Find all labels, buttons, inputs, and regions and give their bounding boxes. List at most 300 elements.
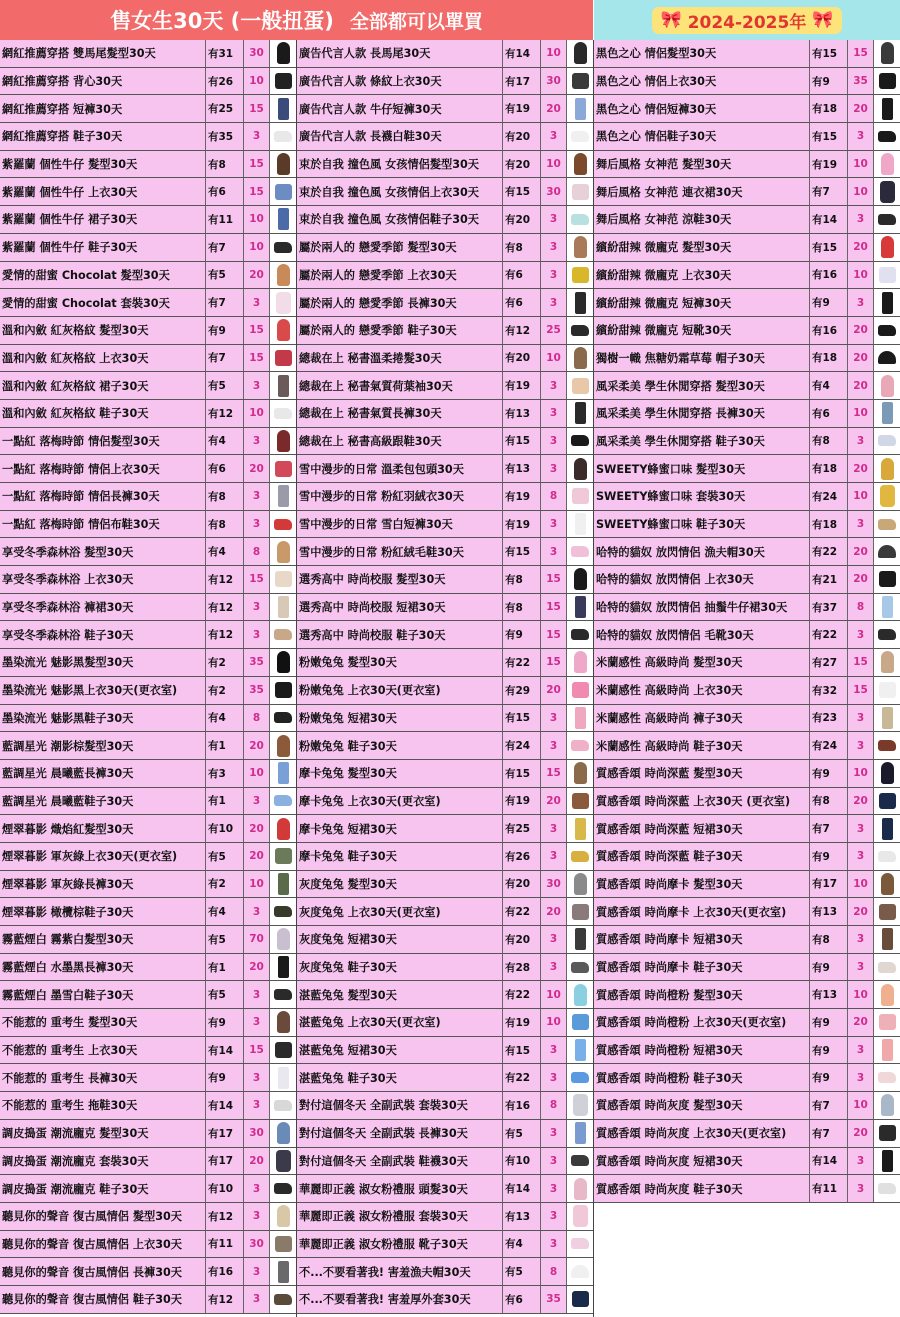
item-name: 選秀高中 時尚校服 鞋子30天 — [299, 628, 446, 642]
bottom-icon — [882, 292, 893, 314]
item-name: 紫羅蘭 個性牛仔 髮型30天 — [2, 158, 138, 172]
item-stock: 有17 — [809, 871, 847, 898]
table-row — [0, 788, 296, 816]
item-thumbnail — [873, 455, 900, 482]
item-thumbnail — [269, 1258, 296, 1285]
item-name: 藍調星光 潮影棕髮型30天 — [2, 739, 134, 753]
table-row — [297, 206, 593, 234]
item-price: 3 — [540, 1175, 566, 1202]
item-price: 3 — [243, 1286, 269, 1313]
item-stock: 有24 — [809, 483, 847, 510]
item-stock: 有26 — [205, 68, 243, 95]
item-name: 風采柔美 學生休閒穿搭 鞋子30天 — [596, 434, 765, 448]
page-title: 售女生30天 (一般扭蛋) — [110, 9, 334, 33]
item-stock: 有19 — [502, 372, 540, 399]
item-name: 聽見你的聲音 復古風情侶 髮型30天 — [2, 1210, 182, 1224]
top-icon — [572, 378, 589, 394]
item-price: 3 — [243, 428, 269, 455]
item-thumbnail — [269, 317, 296, 344]
item-stock: 有22 — [502, 649, 540, 676]
hair-icon — [881, 458, 894, 480]
hair-icon — [574, 1178, 587, 1200]
table-row — [297, 1064, 593, 1092]
table-row — [594, 317, 900, 345]
table-row — [0, 289, 296, 317]
item-thumbnail — [269, 981, 296, 1008]
table-row — [0, 151, 296, 179]
hair-icon — [574, 762, 587, 784]
item-price: 8 — [540, 1092, 566, 1119]
item-thumbnail — [566, 1231, 593, 1258]
item-price: 8 — [847, 594, 873, 621]
item-thumbnail — [269, 428, 296, 455]
item-price: 3 — [243, 1009, 269, 1036]
item-name: 摩卡兔兔 短裙30天 — [299, 822, 397, 836]
table-row — [0, 95, 296, 123]
shoes-icon — [878, 1183, 896, 1194]
item-price: 10 — [243, 234, 269, 261]
item-price: 35 — [540, 1286, 566, 1313]
table-row — [594, 234, 900, 262]
top-icon — [572, 267, 589, 283]
item-stock: 有16 — [502, 1092, 540, 1119]
item-stock: 有4 — [205, 898, 243, 925]
item-thumbnail — [269, 151, 296, 178]
item-price: 3 — [540, 732, 566, 759]
table-row — [297, 483, 593, 511]
item-thumbnail — [566, 760, 593, 787]
item-name: 舞后風格 女神范 髮型30天 — [596, 158, 732, 172]
table-row — [594, 705, 900, 733]
item-price: 15 — [243, 317, 269, 344]
item-thumbnail — [269, 843, 296, 870]
item-stock: 有9 — [809, 68, 847, 95]
table-row — [594, 926, 900, 954]
item-stock: 有1 — [205, 732, 243, 759]
item-stock: 有5 — [502, 1258, 540, 1285]
item-price: 3 — [243, 1064, 269, 1091]
item-price: 3 — [243, 1258, 269, 1285]
item-price: 8 — [540, 483, 566, 510]
top-icon — [879, 793, 896, 809]
item-name: 粉嫩兔兔 鞋子30天 — [299, 739, 397, 753]
top-icon — [275, 73, 292, 89]
item-price: 3 — [847, 815, 873, 842]
item-price: 10 — [847, 483, 873, 510]
item-stock: 有16 — [809, 262, 847, 289]
table-row — [0, 1286, 296, 1314]
item-name: 灰度兔兔 鞋子30天 — [299, 961, 397, 975]
item-name: 獨樹一幟 焦糖奶霜草莓 帽子30天 — [596, 351, 765, 365]
item-price: 3 — [847, 1064, 873, 1091]
shoes-icon — [571, 1238, 589, 1249]
shoes-icon — [274, 519, 292, 530]
item-column-2 — [297, 40, 593, 1314]
item-price: 15 — [243, 151, 269, 178]
item-name: 屬於兩人的 戀愛季節 長褲30天 — [299, 296, 457, 310]
table-row — [0, 1231, 296, 1259]
table-row — [594, 400, 900, 428]
item-price: 3 — [243, 898, 269, 925]
item-thumbnail — [566, 898, 593, 925]
item-thumbnail — [269, 594, 296, 621]
item-stock: 有12 — [205, 594, 243, 621]
bottom-icon — [575, 292, 586, 314]
table-row — [297, 760, 593, 788]
item-stock: 有6 — [205, 455, 243, 482]
item-thumbnail — [873, 566, 900, 593]
shoes-icon — [878, 131, 896, 142]
item-thumbnail — [269, 95, 296, 122]
item-name: 質感香頌 時尚灰度 鞋子30天 — [596, 1182, 743, 1196]
item-stock: 有5 — [205, 926, 243, 953]
top-icon — [275, 461, 292, 477]
hair-icon — [277, 818, 290, 840]
shoes-icon — [878, 1072, 896, 1083]
item-stock: 有4 — [205, 705, 243, 732]
hair-icon — [277, 153, 290, 175]
table-row — [0, 372, 296, 400]
item-thumbnail — [566, 289, 593, 316]
item-stock: 有4 — [502, 1231, 540, 1258]
item-name: 粉嫩兔兔 髮型30天 — [299, 656, 397, 670]
item-stock: 有5 — [205, 372, 243, 399]
item-name: 選秀高中 時尚校服 髮型30天 — [299, 573, 446, 587]
top-icon — [572, 73, 589, 89]
item-name: 藍調星光 晨曦藍鞋子30天 — [2, 794, 134, 808]
item-stock: 有20 — [502, 345, 540, 372]
table-row — [297, 566, 593, 594]
item-name: 質感香頌 時尚灰度 上衣30天(更衣室) — [596, 1127, 787, 1141]
hair-icon — [881, 153, 894, 175]
top-icon — [275, 682, 292, 698]
item-thumbnail — [566, 178, 593, 205]
item-name: 哈特的貓奴 放閃情侶 漁夫帽30天 — [596, 545, 765, 559]
item-name: 霧藍煙白 水墨黑長褲30天 — [2, 961, 134, 975]
item-price: 3 — [243, 372, 269, 399]
item-price: 3 — [540, 1064, 566, 1091]
item-stock: 有8 — [205, 151, 243, 178]
item-thumbnail — [566, 954, 593, 981]
item-price: 15 — [243, 566, 269, 593]
top-icon — [572, 184, 589, 200]
hair-icon — [881, 984, 894, 1006]
item-stock: 有20 — [502, 123, 540, 150]
hair-icon — [574, 873, 587, 895]
item-name: 湛藍兔兔 髮型30天 — [299, 988, 397, 1002]
item-price: 30 — [540, 68, 566, 95]
item-name: 束於自我 撞色風 女孩情侶髮型30天 — [299, 158, 479, 172]
item-stock: 有15 — [502, 538, 540, 565]
top-icon — [275, 571, 292, 587]
top-icon — [572, 1014, 589, 1030]
item-stock: 有12 — [205, 1203, 243, 1230]
item-thumbnail — [873, 677, 900, 704]
item-name: 米蘭感性 高級時尚 上衣30天 — [596, 684, 743, 698]
table-row — [297, 1286, 593, 1314]
item-thumbnail — [269, 954, 296, 981]
bottom-icon — [882, 928, 893, 950]
item-thumbnail — [566, 871, 593, 898]
item-price: 20 — [243, 262, 269, 289]
item-thumbnail — [269, 871, 296, 898]
item-name: 紫羅蘭 個性牛仔 鞋子30天 — [2, 241, 138, 255]
item-name: 質感香頌 時尚深藍 髮型30天 — [596, 767, 743, 781]
table-row — [594, 68, 900, 96]
item-price: 3 — [243, 123, 269, 150]
item-price: 25 — [540, 317, 566, 344]
item-stock: 有21 — [809, 566, 847, 593]
item-thumbnail — [873, 262, 900, 289]
item-price: 10 — [243, 68, 269, 95]
table-row — [0, 428, 296, 456]
item-thumbnail — [873, 649, 900, 676]
bottom-icon — [575, 596, 586, 618]
item-name: 質感香頌 時尚灰度 髮型30天 — [596, 1099, 743, 1113]
shoes-icon — [571, 740, 589, 751]
item-price: 8 — [243, 705, 269, 732]
item-price: 3 — [540, 428, 566, 455]
table-row — [594, 566, 900, 594]
table-row — [594, 289, 900, 317]
item-name: 溫和內斂 紅灰格紋 裙子30天 — [2, 379, 149, 393]
item-stock: 有6 — [809, 400, 847, 427]
item-thumbnail — [873, 400, 900, 427]
item-price: 3 — [540, 289, 566, 316]
table-row — [297, 262, 593, 290]
item-stock: 有17 — [205, 1120, 243, 1147]
item-price: 10 — [847, 1092, 873, 1119]
item-name: 屬於兩人的 戀愛季節 上衣30天 — [299, 268, 457, 282]
item-stock: 有10 — [205, 1175, 243, 1202]
item-name: 對付這個冬天 全副武裝 套裝30天 — [299, 1099, 468, 1113]
item-name: 享受冬季森林浴 髮型30天 — [2, 545, 134, 559]
item-thumbnail — [269, 705, 296, 732]
item-name: 廣告代言人款 條紋上衣30天 — [299, 75, 442, 89]
bottom-icon — [278, 1067, 289, 1089]
item-price: 20 — [847, 1009, 873, 1036]
item-thumbnail — [269, 1148, 296, 1175]
item-thumbnail — [269, 1009, 296, 1036]
table-row — [594, 788, 900, 816]
item-thumbnail — [566, 372, 593, 399]
item-name: 米蘭感性 高級時尚 鞋子30天 — [596, 739, 743, 753]
item-price: 10 — [243, 760, 269, 787]
item-price: 3 — [847, 1175, 873, 1202]
table-row — [0, 1120, 296, 1148]
item-stock: 有25 — [502, 815, 540, 842]
item-price: 3 — [540, 123, 566, 150]
item-price: 3 — [847, 621, 873, 648]
item-name: 湛藍兔兔 鞋子30天 — [299, 1071, 397, 1085]
shoes-icon — [274, 1294, 292, 1305]
table-row — [297, 1009, 593, 1037]
item-thumbnail — [566, 705, 593, 732]
table-row — [297, 954, 593, 982]
item-name: 溫和內斂 紅灰格紋 髮型30天 — [2, 324, 149, 338]
item-name: 紫羅蘭 個性牛仔 上衣30天 — [2, 185, 138, 199]
table-row — [297, 898, 593, 926]
item-thumbnail — [873, 621, 900, 648]
table-row — [297, 621, 593, 649]
item-price: 3 — [847, 428, 873, 455]
item-thumbnail — [269, 289, 296, 316]
item-thumbnail — [566, 788, 593, 815]
top-icon — [879, 73, 896, 89]
hair-icon — [574, 651, 587, 673]
item-thumbnail — [269, 345, 296, 372]
item-thumbnail — [873, 317, 900, 344]
item-name: 束於自我 撞色風 女孩情侶鞋子30天 — [299, 213, 479, 227]
item-stock: 有16 — [205, 1258, 243, 1285]
hair-icon — [574, 458, 587, 480]
item-price: 20 — [243, 1148, 269, 1175]
table-row — [594, 206, 900, 234]
table-row — [297, 788, 593, 816]
item-thumbnail — [566, 428, 593, 455]
item-thumbnail — [873, 538, 900, 565]
item-stock: 有15 — [502, 760, 540, 787]
bottom-icon — [575, 513, 586, 535]
item-name: 黑色之心 情侶髮型30天 — [596, 47, 717, 61]
table-row — [297, 317, 593, 345]
item-thumbnail — [566, 345, 593, 372]
item-thumbnail — [873, 954, 900, 981]
item-thumbnail — [566, 317, 593, 344]
item-stock: 有9 — [809, 1037, 847, 1064]
item-price: 20 — [847, 455, 873, 482]
item-price: 3 — [243, 981, 269, 1008]
top-icon — [572, 488, 589, 504]
shoes-icon — [274, 1183, 292, 1194]
item-name: 舞后風格 女神范 涼鞋30天 — [596, 213, 732, 227]
item-thumbnail — [269, 898, 296, 925]
shoes-icon — [571, 546, 589, 557]
item-stock: 有9 — [205, 317, 243, 344]
table-row — [0, 621, 296, 649]
item-price: 15 — [540, 566, 566, 593]
page-subtitle: 全部都可以單買 — [349, 10, 483, 33]
item-price: 15 — [243, 178, 269, 205]
hair-icon — [277, 651, 290, 673]
table-row — [594, 178, 900, 206]
item-stock: 有5 — [205, 981, 243, 1008]
item-stock: 有2 — [205, 649, 243, 676]
item-stock: 有22 — [809, 538, 847, 565]
item-thumbnail — [566, 981, 593, 1008]
table-row — [297, 178, 593, 206]
item-stock: 有23 — [809, 705, 847, 732]
item-price: 3 — [243, 511, 269, 538]
table-row — [297, 1203, 593, 1231]
item-price: 10 — [847, 760, 873, 787]
item-name: SWEETY蜂蜜口味 髮型30天 — [596, 462, 746, 476]
top-icon — [275, 184, 292, 200]
table-row — [594, 898, 900, 926]
table-row — [297, 95, 593, 123]
item-name: 米蘭感性 高級時尚 髮型30天 — [596, 656, 743, 670]
item-price: 10 — [540, 1009, 566, 1036]
table-row — [297, 40, 593, 68]
table-row — [297, 123, 593, 151]
item-thumbnail — [269, 234, 296, 261]
table-row — [0, 206, 296, 234]
item-name: 湛藍兔兔 短裙30天 — [299, 1044, 397, 1058]
item-price: 15 — [540, 760, 566, 787]
top-icon — [275, 1042, 292, 1058]
item-price: 3 — [540, 1037, 566, 1064]
item-price: 3 — [540, 1148, 566, 1175]
item-thumbnail — [566, 262, 593, 289]
item-name: 質感香頌 時尚摩卡 短裙30天 — [596, 933, 743, 947]
top-icon — [879, 571, 896, 587]
item-thumbnail — [566, 649, 593, 676]
item-price: 3 — [847, 511, 873, 538]
table-row — [594, 843, 900, 871]
hair-icon — [881, 42, 894, 64]
item-stock: 有19 — [809, 151, 847, 178]
table-row — [0, 954, 296, 982]
item-name: 調皮搗蛋 潮流龐克 髮型30天 — [2, 1127, 149, 1141]
bottom-icon — [278, 873, 289, 895]
item-name: 風采柔美 學生休閒穿搭 長褲30天 — [596, 407, 765, 421]
item-column-3 — [594, 40, 900, 1203]
item-stock: 有2 — [205, 677, 243, 704]
table-row — [594, 732, 900, 760]
table-row — [0, 68, 296, 96]
item-price: 20 — [243, 954, 269, 981]
item-name: 不能惹的 重考生 髮型30天 — [2, 1016, 138, 1030]
item-name: 雪中漫步的日常 雪白短褲30天 — [299, 518, 453, 532]
table-row — [594, 511, 900, 539]
table-row — [594, 1037, 900, 1065]
item-price: 3 — [540, 455, 566, 482]
item-thumbnail — [269, 123, 296, 150]
bottom-icon — [882, 818, 893, 840]
item-stock: 有14 — [205, 1092, 243, 1119]
table-row — [297, 1148, 593, 1176]
table-row — [297, 1037, 593, 1065]
item-name: 摩卡兔兔 上衣30天(更衣室) — [299, 794, 441, 808]
item-stock: 有7 — [809, 1092, 847, 1119]
item-name: 墨染流光 魅影黑髮型30天 — [2, 656, 134, 670]
item-thumbnail — [269, 372, 296, 399]
item-name: 一點紅 落梅時節 情侶長褲30天 — [2, 490, 160, 504]
bottom-icon — [882, 707, 893, 729]
item-thumbnail — [566, 1286, 593, 1313]
table-row — [594, 1092, 900, 1120]
table-row — [594, 95, 900, 123]
table-row — [0, 1148, 296, 1176]
item-stock: 有13 — [502, 400, 540, 427]
item-thumbnail — [873, 40, 900, 67]
hair-icon — [277, 319, 290, 341]
item-name: 哈特的貓奴 放閃情侶 上衣30天 — [596, 573, 754, 587]
item-stock: 有9 — [502, 621, 540, 648]
table-row — [0, 760, 296, 788]
year-badge — [652, 7, 841, 34]
item-name: 享受冬季森林浴 鞋子30天 — [2, 628, 134, 642]
item-thumbnail — [873, 511, 900, 538]
item-name: 廣告代言人款 長馬尾30天 — [299, 47, 431, 61]
item-price: 10 — [243, 400, 269, 427]
hair-icon — [277, 1122, 290, 1144]
item-name: 質感香頌 時尚橙粉 髮型30天 — [596, 988, 743, 1002]
item-stock: 有26 — [502, 843, 540, 870]
table-row — [0, 1175, 296, 1203]
shoes-icon — [274, 712, 292, 723]
item-stock: 有8 — [502, 234, 540, 261]
